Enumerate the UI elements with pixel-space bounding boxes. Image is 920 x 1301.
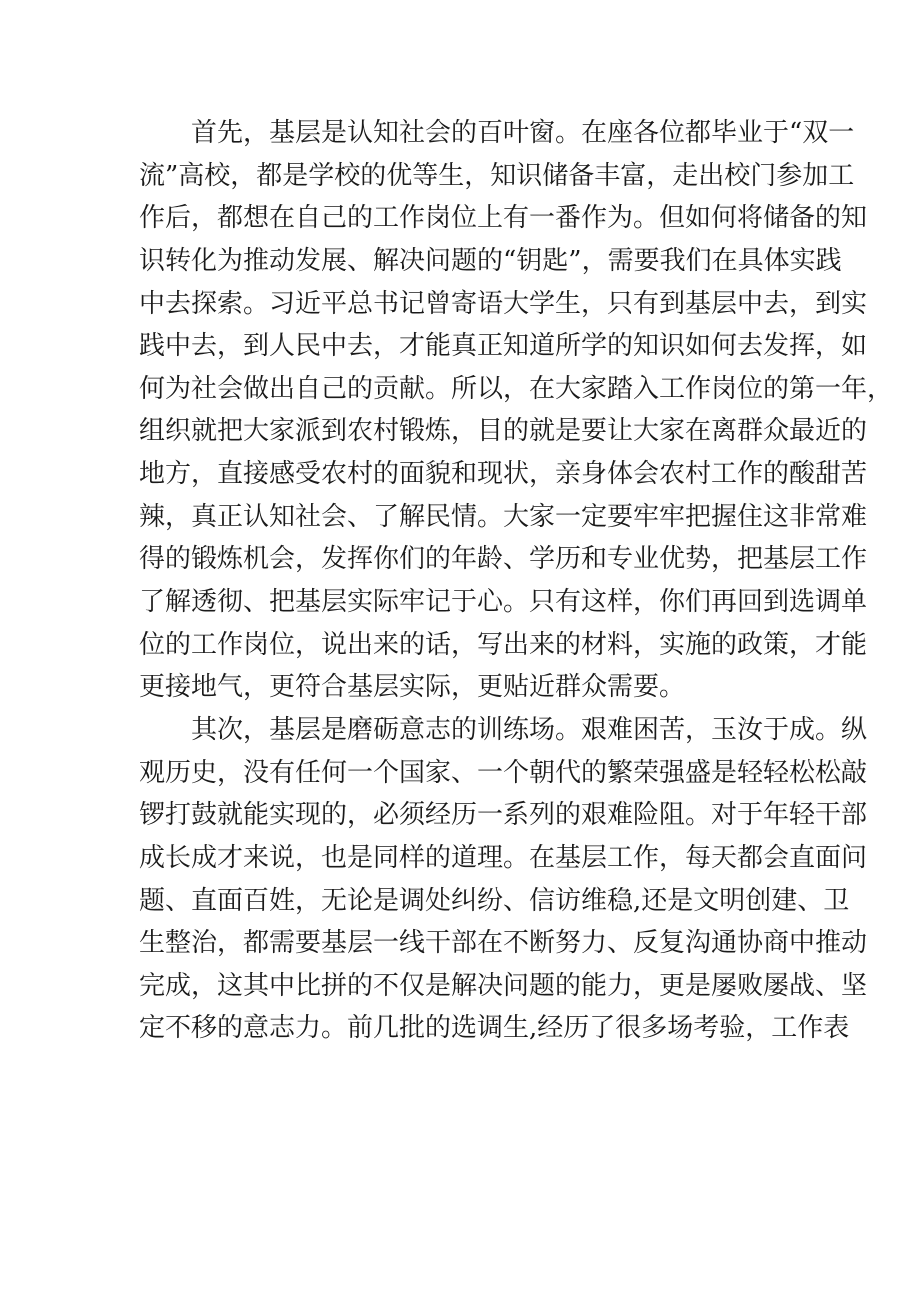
paragraph-1-line-10: 辣，真正认知社会、了解民情。大家一定要牢牢把握住这非常难	[139, 501, 868, 532]
paragraph-1-line-6: 践中去，到人民中去，才能真正知道所学的知识如何去发挥，如	[139, 331, 868, 362]
paragraph-2-line-1: 其次，基层是磨砺意志的训练场。艰难困苦，玉汝于成。纵	[191, 714, 868, 745]
paragraph-1-line-9: 地方，直接感受农村的面貌和现状，亲身体会农村工作的酸甜苦	[139, 459, 868, 490]
paragraph-2-line-6: 生整治，都需要基层一线干部在不断努力、反复沟通协商中推动	[139, 928, 868, 959]
paragraph-1-line-7: 何为社会做出自己的贡献。所以，在大家踏入工作岗位的第一年，	[139, 373, 894, 404]
paragraph-1-line-4: 识转化为推动发展、解决问题的“钥匙”，需要我们在具体实践	[139, 245, 842, 276]
paragraph-1-line-13: 位的工作岗位，说出来的话，写出来的材料，实施的政策，才能	[139, 629, 868, 660]
document-body	[139, 112, 894, 1050]
paragraph-2-line-5: 题、直面百姓，无论是调处纠纷、信访维稳,还是文明创建、卫	[139, 885, 850, 916]
paragraph-1-line-12: 了解透彻、把基层实际牢记于心。只有这样，你们再回到选调单	[139, 587, 868, 618]
paragraph-1-line-14: 更接地气，更符合基层实际，更贴近群众需要。	[139, 672, 686, 703]
paragraph-1-line-2: 流”高校，都是学校的优等生，知识储备丰富，走出校门参加工	[139, 160, 855, 191]
paragraph-2-line-2: 观历史，没有任何一个国家、一个朝代的繁荣强盛是轻轻松松敲	[139, 757, 868, 788]
paragraph-2-line-4: 成长成才来说，也是同样的道理。在基层工作，每天都会直面问	[139, 842, 868, 873]
paragraph-2-line-7: 完成，这其中比拼的不仅是解决问题的能力，更是屡败屡战、坚	[139, 970, 868, 1001]
paragraph-1-line-11: 得的锻炼机会，发挥你们的年龄、学历和专业优势，把基层工作	[139, 544, 868, 575]
paragraph-2-line-3: 锣打鼓就能实现的，必须经历一系列的艰难险阻。对于年轻干部	[139, 800, 868, 831]
paragraph-1-line-8: 组织就把大家派到农村锻炼，目的就是要让大家在离群众最近的	[139, 416, 868, 447]
paragraph-2-line-8: 定不移的意志力。前几批的选调生,经历了很多场考验，工作表	[139, 1013, 850, 1044]
paragraph-1-line-3: 作后，都想在自己的工作岗位上有一番作为。但如何将储备的知	[139, 203, 868, 234]
paragraph-1-line-1: 首先，基层是认知社会的百叶窗。在座各位都毕业于“双一	[191, 118, 855, 148]
paragraph-1-line-5: 中去探索。习近平总书记曾寄语大学生，只有到基层中去，到实	[139, 288, 868, 319]
